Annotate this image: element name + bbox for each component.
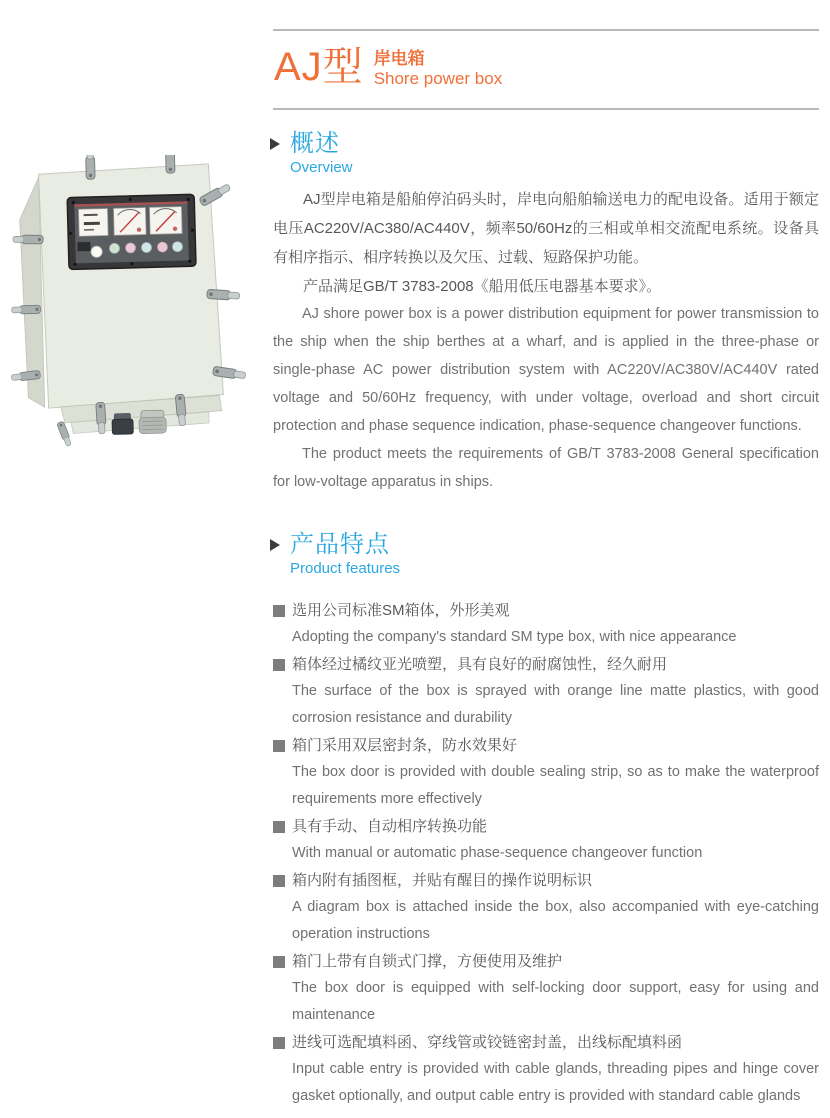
features-title-cn: 产品特点 — [290, 531, 390, 558]
bullet-square-icon — [273, 1037, 285, 1049]
overview-cn-paragraph: AJ型岸电箱是船舶停泊码头时，岸电向船舶输送电力的配电设备。适用于额定电压AC220V/AC380/AC440V，频率50/60Hz的三相或单相交流配电系统。设备具有相序指示、相序转换以及欠压、过载、短路保护功能。 — [273, 191, 819, 266]
overview-en-paragraph: AJ shore power box is a power distribution equipment for power transmission to the ship when the ship berthes at a wharf, and is applied in the three-phase or single-phase AC power distribution system with AC220V/AC380V/AC440V rated voltage and 50/60Hz frequency, with under voltage, overload and short circuit protection and phase sequence indication, phase-sequence changeover functions. — [273, 306, 819, 434]
indicator-light — [157, 242, 167, 252]
feature-en: The surface of the box is sprayed with orange line matte plastics, with good corrosion resistance and durability — [292, 683, 819, 726]
bullet-square-icon — [273, 956, 285, 968]
page-title — [274, 44, 502, 90]
feature-item — [273, 651, 819, 732]
feature-en: With manual or automatic phase-sequence changeover function — [292, 845, 703, 861]
feature-en: Input cable entry is provided with cable glands, threading pipes and hinge cover gasket optionally, and output cable entry is provided with standard cable glands — [292, 1061, 819, 1104]
overview-title-en: Overview — [290, 159, 353, 176]
bullet-square-icon — [273, 659, 285, 671]
shore-power-box-illustration — [10, 155, 246, 457]
feature-cn: 箱体经过橘纹亚光喷塑，具有良好的耐腐蚀性，经久耐用 — [292, 656, 668, 673]
features-title-en: Product features — [290, 560, 401, 577]
section-features-header — [270, 531, 400, 579]
bullet-square-icon — [273, 821, 285, 833]
feature-cn: 箱门采用双层密封条，防水效果好 — [292, 737, 518, 754]
section-marker-icon — [270, 539, 280, 551]
feature-en: The box door is equipped with self-locking door support, easy for using and maintenance — [292, 980, 819, 1023]
feature-item — [273, 1029, 819, 1110]
product-photo — [10, 155, 246, 457]
analog-meter-3 — [149, 207, 182, 235]
section-overview-header — [270, 130, 353, 178]
feature-cn: 箱内附有插图框，并贴有醒目的操作说明标识 — [292, 872, 593, 889]
indicator-light — [141, 242, 151, 252]
feature-item — [273, 732, 819, 813]
feature-cn: 选用公司标准SM箱体，外形美观 — [292, 602, 510, 619]
features-list — [273, 597, 819, 1110]
indicator-light — [125, 243, 135, 253]
feature-item — [273, 813, 819, 867]
bullet-square-icon — [273, 875, 285, 887]
product-name-en: Shore power box — [373, 69, 503, 88]
analog-meter-1 — [78, 209, 108, 237]
feature-cn: 具有手动、自动相序转换功能 — [292, 818, 488, 835]
indicator-light — [109, 243, 119, 253]
bullet-square-icon — [273, 605, 285, 617]
overview-cn-paragraph: 产品满足GB/T 3783-2008《船用低压电器基本要求》。 — [303, 278, 662, 295]
feature-item — [273, 597, 819, 651]
bullet-square-icon — [273, 740, 285, 752]
feature-cn: 进线可选配填料函、穿线管或铰链密封盖，出线标配填料函 — [292, 1034, 683, 1051]
feature-item — [273, 867, 819, 948]
feature-en: A diagram box is attached inside the box, also accompanied with eye-catching operation instructions — [292, 899, 819, 942]
feature-item — [273, 948, 819, 1029]
analog-meter-2 — [113, 208, 146, 236]
indicator-light — [172, 242, 182, 252]
overview-en-paragraph: The product meets the requirements of GB/T 3783-2008 General specification for low-voltage apparatus in ships. — [273, 446, 819, 490]
product-name-cn: 岸电箱 — [373, 49, 425, 68]
panel-button — [91, 246, 102, 257]
panel-switch — [77, 242, 90, 251]
feature-en: The box door is provided with double sealing strip, so as to make the waterproof requirements more effectively — [292, 764, 819, 807]
header-divider — [273, 108, 819, 110]
feature-en: Adopting the company's standard SM type box, with nice appearance — [292, 629, 737, 645]
overview-paragraphs-en — [273, 300, 819, 496]
feature-cn: 箱门上带有自锁式门撑，方便使用及维护 — [292, 953, 563, 970]
meter-window — [67, 194, 196, 269]
section-marker-icon — [270, 138, 280, 150]
model-name: AJ型 — [274, 45, 364, 89]
overview-title-cn: 概述 — [290, 130, 340, 157]
overview-paragraphs-cn — [273, 185, 819, 301]
top-divider — [273, 29, 819, 31]
